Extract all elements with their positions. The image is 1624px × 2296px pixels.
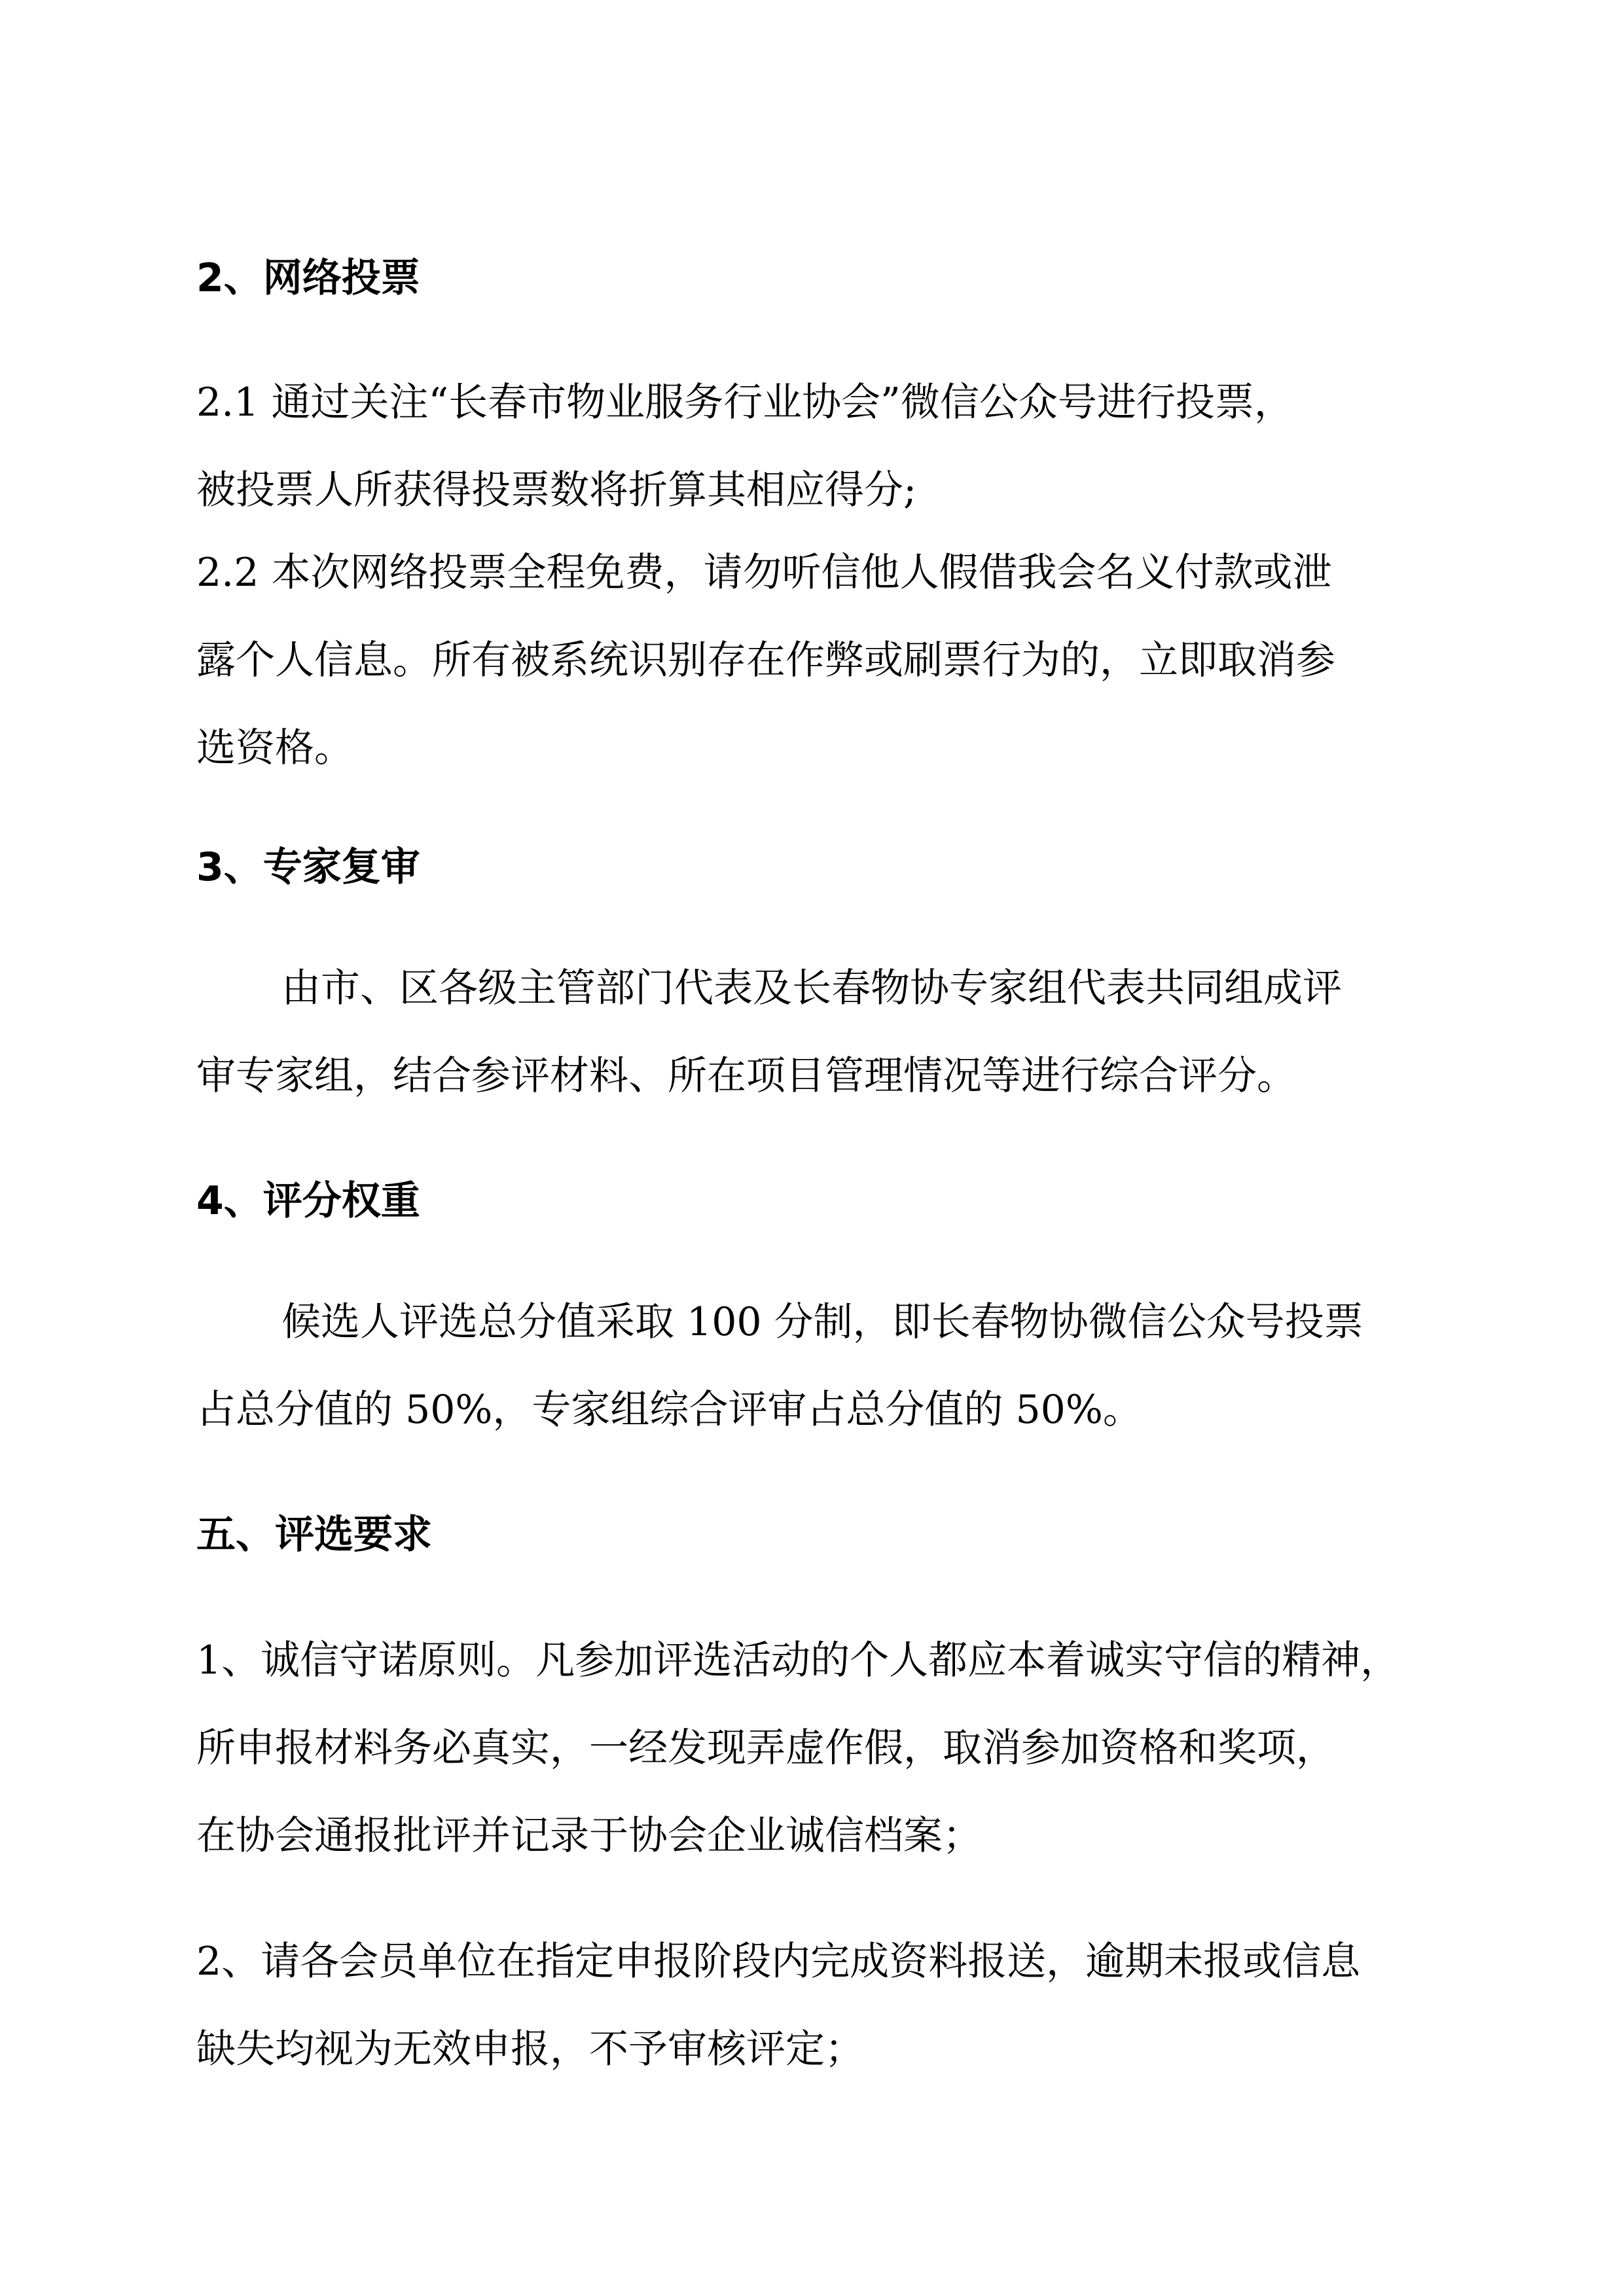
paragraph-line: 在协会通报批评并记录于协会企业诚信档案； bbox=[196, 1813, 982, 1859]
paragraph-4 bbox=[196, 1278, 1440, 1454]
paragraph-2-1 bbox=[196, 359, 1440, 534]
section-heading-score-weight: 4、评分权重 bbox=[196, 1178, 420, 1224]
paragraph-line: 2.1 通过关注“长春市物业服务行业协会”微信公众号进行投票， bbox=[196, 380, 1293, 425]
section-heading-expert-review: 3、专家复审 bbox=[196, 844, 420, 890]
paragraph-5-2 bbox=[196, 1918, 1440, 2093]
paragraph-3 bbox=[196, 944, 1440, 1120]
paragraph-line: 2、请各会员单位在指定申报阶段内完成资料报送，逾期未报或信息 bbox=[196, 1939, 1361, 1984]
section-heading-online-voting: 2、网络投票 bbox=[196, 255, 420, 301]
paragraph-line: 选资格。 bbox=[196, 725, 353, 771]
paragraph-line: 候选人评选总分值采取 100 分制，即长春物协微信公众号投票 bbox=[281, 1299, 1363, 1345]
paragraph-line: 审专家组，结合参评材料、所在项目管理情况等进行综合评分。 bbox=[196, 1053, 1296, 1099]
paragraph-line: 占总分值的 50%，专家组综合评审占总分值的 50%。 bbox=[196, 1387, 1142, 1433]
paragraph-5-1 bbox=[196, 1617, 1440, 1880]
paragraph-line: 露个人信息。所有被系统识别存在作弊或刷票行为的，立即取消参 bbox=[196, 637, 1335, 683]
paragraph-line: 缺失均视为无效申报，不予审核评定； bbox=[196, 2026, 864, 2072]
paragraph-line: 由市、区各级主管部门代表及长春物协专家组代表共同组成评 bbox=[281, 965, 1342, 1011]
paragraph-line: 所申报材料务必真实，一经发现弄虚作假，取消参加资格和奖项， bbox=[196, 1725, 1335, 1771]
paragraph-line: 2.2 本次网络投票全程免费，请勿听信他人假借我会名义付款或泄 bbox=[196, 550, 1332, 596]
paragraph-line: 1、诚信守诺原则。凡参加评选活动的个人都应本着诚实守信的精神， bbox=[196, 1638, 1400, 1683]
section-heading-selection-requirements: 五、评选要求 bbox=[196, 1512, 432, 1558]
paragraph-2-2 bbox=[196, 529, 1440, 792]
paragraph-line: 被投票人所获得投票数将折算其相应得分; bbox=[196, 467, 917, 513]
